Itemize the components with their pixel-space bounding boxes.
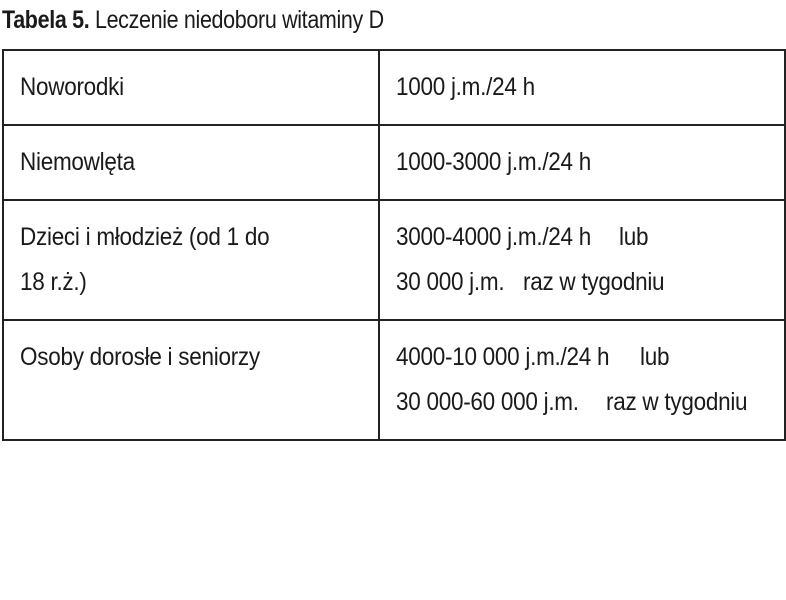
cell-line: Osoby dorosłe i seniorzy (20, 343, 260, 371)
age-group-cell (3, 200, 379, 320)
cell-line: 1000 j.m./24 h (396, 73, 535, 101)
cell-line: raz w tygodniu (523, 268, 665, 296)
cell-line: 18 r.ż.) (20, 268, 87, 296)
cell-line: lub (639, 343, 669, 371)
age-group-cell (3, 125, 379, 200)
table-row (3, 320, 785, 440)
dose-cell (379, 200, 785, 320)
age-group-cell (3, 50, 379, 125)
table-title: Leczenie niedoboru witaminy D (94, 6, 384, 34)
cell-line: 4000-10 000 j.m./24 h (396, 343, 610, 371)
vitamin-d-treatment-table (2, 49, 786, 441)
cell-line: 3000-4000 j.m./24 h (396, 223, 592, 251)
cell-line: lub (619, 223, 649, 251)
table-caption (2, 6, 384, 35)
dose-cell (379, 125, 785, 200)
age-group-cell (3, 320, 379, 440)
cell-line: raz w tygodniu (605, 388, 748, 416)
cell-line: Noworodki (20, 73, 124, 101)
table-row (3, 125, 785, 200)
table-row (3, 50, 785, 125)
table-row (3, 200, 785, 320)
dose-cell (379, 320, 785, 440)
cell-line: 30 000-60 000 j.m. (396, 388, 579, 416)
cell-line: Dzieci i młodzież (od 1 do (20, 223, 270, 251)
cell-line: Niemowlęta (20, 148, 135, 176)
dose-cell (379, 50, 785, 125)
table-number: Tabela 5. (2, 6, 90, 34)
cell-line: 30 000 j.m. (396, 268, 505, 296)
cell-line: 1000-3000 j.m./24 h (396, 148, 592, 176)
